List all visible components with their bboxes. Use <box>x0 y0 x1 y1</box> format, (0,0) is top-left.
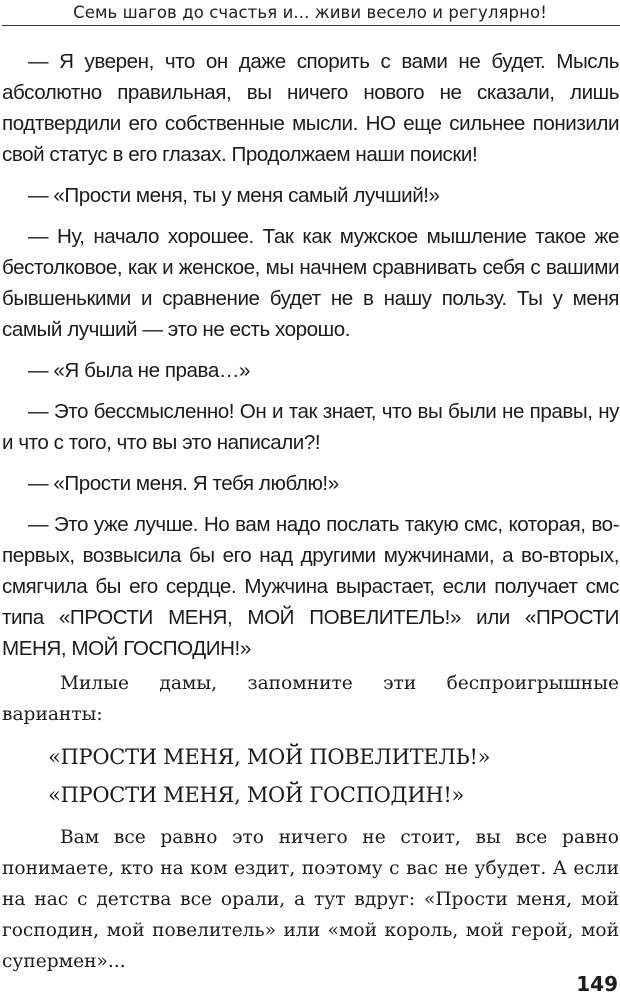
dialogue-paragraph: — Ну, начало хорошее. Так как мужское мышление такое же бестолковое, как и женское, мы начнем сравнивать себя с вашими бывшенькими и сравнение будет не в нашу пользу. Ты у меня самый лучший — это не есть хорошо. <box>2 225 619 341</box>
dialogue-paragraph: — Это бессмысленно! Он и так знает, что вы были не правы, ну и что с того, что вы это написали?! <box>2 400 619 454</box>
dialogue-paragraph: — Это уже лучше. Но вам надо послать такую смс, которая, во-первых, возвысила бы его над другими мужчинами, а во-вторых, смягчила бы его сердце. Мужчина вырастает, если получает смс типа «ПРОСТИ МЕНЯ, МОЙ ПОВЕЛИТЕЛЬ!» или «ПРОСТИ МЕНЯ, МОЙ ГОСПОДИН!» <box>2 513 619 660</box>
slogan-line: «ПРОСТИ МЕНЯ, МОЙ ГОСПОДИН!» <box>48 783 465 807</box>
narration-section <box>2 668 619 977</box>
dialogue-paragraph: — Я уверен, что он даже спорить с вами не будет. Мысль абсолютно правильная, вы ничего нового не сказали, лишь подтвердили его собственные мысли. НО еще сильнее понизили свой статус в его глазах. Продолжаем наши поиски! <box>2 50 619 166</box>
dialogue-quote: — «Я была не права…» <box>28 359 250 382</box>
narration-intro: Милые дамы, запомните эти беспроигрышные варианты: <box>2 673 619 725</box>
narration-closing: Вам все равно это ничего не стоит, вы все равно понимаете, кто на ком ездит, поэтому с вас не убудет. А если на нас с детства все орали, а тут вдруг: «Прости меня, мой господин, мой повелитель» или «мой король, мой герой, мой супермен»... <box>2 827 619 972</box>
dialogue-quote: — «Прости меня. Я тебя люблю!» <box>28 472 339 495</box>
slogan-line: «ПРОСТИ МЕНЯ, МОЙ ПОВЕЛИТЕЛЬ!» <box>48 745 491 769</box>
page-number: 149 <box>576 972 618 996</box>
running-header: Семь шагов до счастья и... живи весело и регулярно! <box>73 3 547 22</box>
dialogue-section <box>2 46 619 664</box>
dialogue-quote: — «Прости меня, ты у меня самый лучший!» <box>28 184 440 207</box>
header-divider <box>2 25 620 26</box>
